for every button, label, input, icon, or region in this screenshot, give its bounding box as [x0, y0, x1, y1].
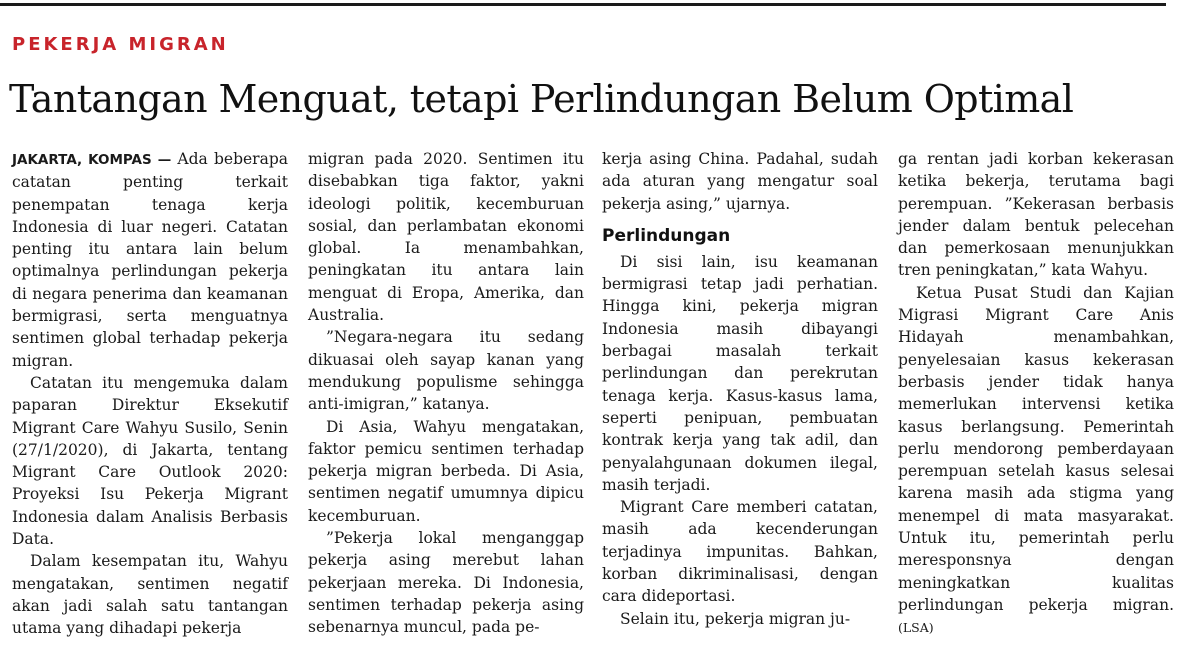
- dateline: JAKARTA, KOMPAS —: [12, 152, 172, 168]
- paragraph-text: Ada beberapa catatan penting terkait penempatan tenaga kerja Indonesia di luar negeri. Catatan penting itu antara lain belum optimalnya perlindungan pekerja di negara penerima dan keamanan bermigrasi, serta menguatnya sentimen global terhadap pekerja migran.: [12, 150, 288, 370]
- subheading: Perlindungan: [602, 225, 731, 246]
- article-column-4: [898, 148, 1174, 640]
- paragraph: ”Negara-negara itu sedang dikuasai oleh sayap kanan yang mendukung populisme sehingga anti-imigran,” katanya.: [308, 328, 584, 414]
- paragraph: Di sisi lain, isu keamanan bermigrasi tetap jadi perhatian. Hingga kini, pekerja migran Indonesia masih dibayangi berbagai masalah terkait perlindungan dan perekrutan tenaga kerja. Kasus-kasus lama, seperti penipuan, pembuatan kontrak kerja yang tak adil, dan penyalahgunaan dokumen ilegal, masih terjadi.: [602, 252, 878, 494]
- paragraph: Migrant Care memberi catatan, masih ada kecenderungan terjadinya impunitas. Bahkan, korban dikriminalisasi, dengan cara dideportasi.: [602, 498, 878, 606]
- byline: (LSA): [898, 620, 934, 636]
- paragraph: ga rentan jadi korban kekerasan ketika bekerja, terutama bagi perempuan. ”Kekerasan berbasis jender dalam bentuk pelecehan dan pemerkosaan menunjukkan tren peningkatan,” kata Wahyu.: [898, 150, 1174, 280]
- article-column-1: [12, 148, 288, 640]
- paragraph: migran pada 2020. Sentimen itu disebabkan tiga faktor, yakni ideologi politik, kecemburuan sosial, dan perlambatan ekonomi global. Ia menambahkan, peningkatan itu antara lain menguat di Eropa, Amerika, dan Australia.: [308, 150, 584, 325]
- headline: Tantangan Menguat, tetapi Perlindungan Belum Optimal: [9, 77, 1074, 121]
- top-rule: [0, 3, 1166, 6]
- paragraph: Di Asia, Wahyu mengatakan, faktor pemicu sentimen terhadap pekerja migran berbeda. Di Asia, sentimen negatif umumnya dipicu kecemburuan.: [308, 417, 584, 525]
- paragraph: Catatan itu mengemuka dalam paparan Direktur Eksekutif Migrant Care Wahyu Susilo, Senin (27/1/2020), di Jakarta, tentang Migrant Care Outlook 2020: Proyeksi Isu Pekerja Migrant Indonesia dalam Analisis Berbasis Data.: [12, 373, 288, 549]
- paragraph-final: [898, 282, 1174, 640]
- lead-paragraph: [12, 148, 288, 372]
- article-column-3: [602, 148, 878, 630]
- article-column-2: [308, 148, 584, 639]
- paragraph: Selain itu, pekerja migran ju-: [620, 609, 851, 628]
- paragraph: Dalam kesempatan itu, Wahyu mengatakan, sentimen negatif akan jadi salah satu tantangan utama yang dihadapi pekerja: [12, 552, 288, 638]
- paragraph: kerja asing China. Padahal, sudah ada aturan yang mengatur soal pekerja asing,” ujarnya.: [602, 150, 878, 213]
- section-rubric: PEKERJA MIGRAN: [12, 34, 229, 55]
- paragraph: ”Pekerja lokal menganggap pekerja asing merebut lahan pekerjaan mereka. Di Indonesia, sentimen terhadap pekerja asing sebenarnya muncul, pada pe-: [308, 529, 584, 637]
- paragraph-text: Ketua Pusat Studi dan Kajian Migrasi Migrant Care Anis Hidayah menambahkan, penyelesaian kasus kekerasan berbasis jender tidak hanya memerlukan intervensi ketika kasus berlangsung. Pemerintah perlu mendorong pemberdayaan perempuan setelah kasus selesai karena masih ada stigma yang menempel di mata masyarakat. Untuk itu, pemerintah perlu meresponsnya dengan meningkatkan kualitas perlindungan pekerja migran.: [898, 283, 1174, 614]
